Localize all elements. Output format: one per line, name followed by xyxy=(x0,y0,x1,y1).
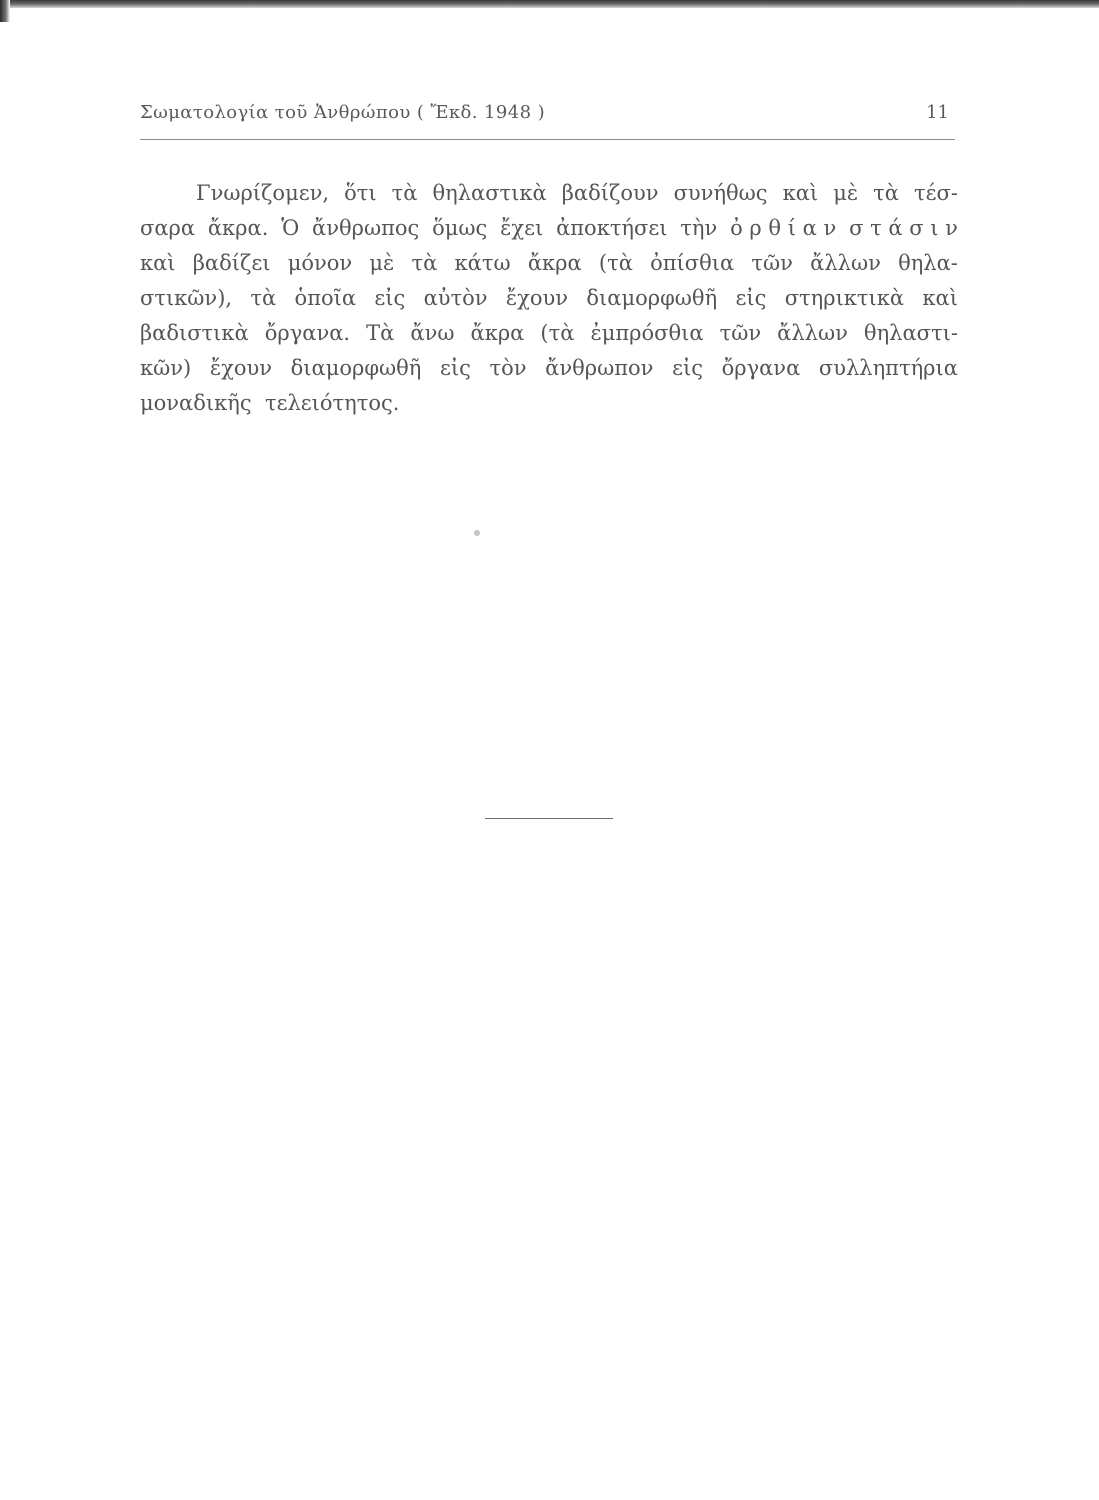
word: (τὰ xyxy=(540,321,575,345)
word: ὀπίσθια xyxy=(650,251,735,275)
word: βαδίζουν xyxy=(561,181,659,205)
word: μόνον xyxy=(287,251,353,275)
word: τὴν xyxy=(680,216,718,240)
body-paragraph xyxy=(140,176,958,421)
text-line xyxy=(140,176,958,211)
word: θηλαστι- xyxy=(863,321,958,345)
text-line xyxy=(140,351,958,386)
spaced-emphasis: ὀ ρ θ ί α ν xyxy=(730,216,837,240)
word: θηλα- xyxy=(898,251,958,275)
word: εἰς xyxy=(735,286,767,310)
word: τὸν xyxy=(489,356,527,380)
word: μοναδικῆς xyxy=(140,391,252,415)
section-end-rule xyxy=(485,818,613,819)
word: Ὁ xyxy=(281,216,300,240)
word: θηλαστικὰ xyxy=(432,181,547,205)
word: ἄκρα xyxy=(527,251,582,275)
word: ἄνω xyxy=(410,321,455,345)
word: (τὰ xyxy=(598,251,633,275)
text-line xyxy=(140,281,958,316)
word: σαρα xyxy=(140,216,196,240)
word: στικῶν), xyxy=(140,286,233,310)
text-line xyxy=(140,246,958,281)
word: ὄργανα xyxy=(721,356,801,380)
word: εἰς xyxy=(374,286,406,310)
word: ὁποῖα xyxy=(294,286,357,310)
word: τῶν xyxy=(751,251,793,275)
scan-edge-top xyxy=(0,0,1099,8)
text-line xyxy=(140,386,958,421)
word: βαδίζει xyxy=(192,251,271,275)
running-head xyxy=(140,102,955,134)
word: ὄργανα. xyxy=(264,321,351,345)
word: εἰς xyxy=(672,356,703,380)
word: συνήθως xyxy=(673,181,768,205)
word: Τὰ xyxy=(366,321,395,345)
page-number: 11 xyxy=(926,102,949,123)
word: ἄκρα xyxy=(470,321,525,345)
word: ἄκρα. xyxy=(207,216,269,240)
word: κῶν) xyxy=(140,356,192,380)
word: διαμορφωθῆ xyxy=(290,356,422,380)
word: ὅμως xyxy=(432,216,488,240)
word: ἔχουν xyxy=(505,286,569,310)
word: τὰ xyxy=(873,181,899,205)
word: ἀποκτήσει xyxy=(556,216,668,240)
word: καὶ xyxy=(782,181,819,205)
word: μὲ xyxy=(369,251,395,275)
word: ἔχουν xyxy=(209,356,273,380)
word: μὲ xyxy=(833,181,859,205)
word: ἄλλων xyxy=(777,321,848,345)
word: ὅτι xyxy=(344,181,377,205)
word: τελειότητος. xyxy=(264,391,400,415)
word: καὶ xyxy=(922,286,958,310)
word: στηρικτικὰ xyxy=(784,286,905,310)
text-line xyxy=(140,316,958,351)
word: συλληπτήρια xyxy=(818,356,958,380)
text-line xyxy=(140,211,958,246)
word: τὰ xyxy=(391,181,418,205)
word: καὶ xyxy=(140,251,176,275)
word: διαμορφωθῆ xyxy=(586,286,718,310)
word: βαδιστικὰ xyxy=(140,321,249,345)
word: κάτω xyxy=(454,251,511,275)
running-title: Σωματολογία τοῦ Ἀνθρώπου ( Ἔκδ. 1948 ) xyxy=(140,102,545,123)
word: ἐμπρόσθια xyxy=(590,321,704,345)
word: Γνωρίζομεν, xyxy=(196,181,330,205)
word: αὐτὸν xyxy=(423,286,488,310)
word: τῶν xyxy=(719,321,762,345)
word: εἰς xyxy=(440,356,471,380)
header-rule xyxy=(140,139,955,140)
stray-ink-dot xyxy=(474,530,480,536)
word: τέσ- xyxy=(914,181,958,205)
word: ἄλλων xyxy=(810,251,881,275)
word: ἄνθρωπος xyxy=(312,216,420,240)
scan-edge-left xyxy=(0,0,10,22)
word: ἄνθρωπον xyxy=(545,356,654,380)
word: τὰ xyxy=(411,251,438,275)
word: ἔχει xyxy=(500,216,544,240)
word: τὰ xyxy=(250,286,277,310)
spaced-emphasis: σ τ ά σ ι ν xyxy=(849,216,958,240)
